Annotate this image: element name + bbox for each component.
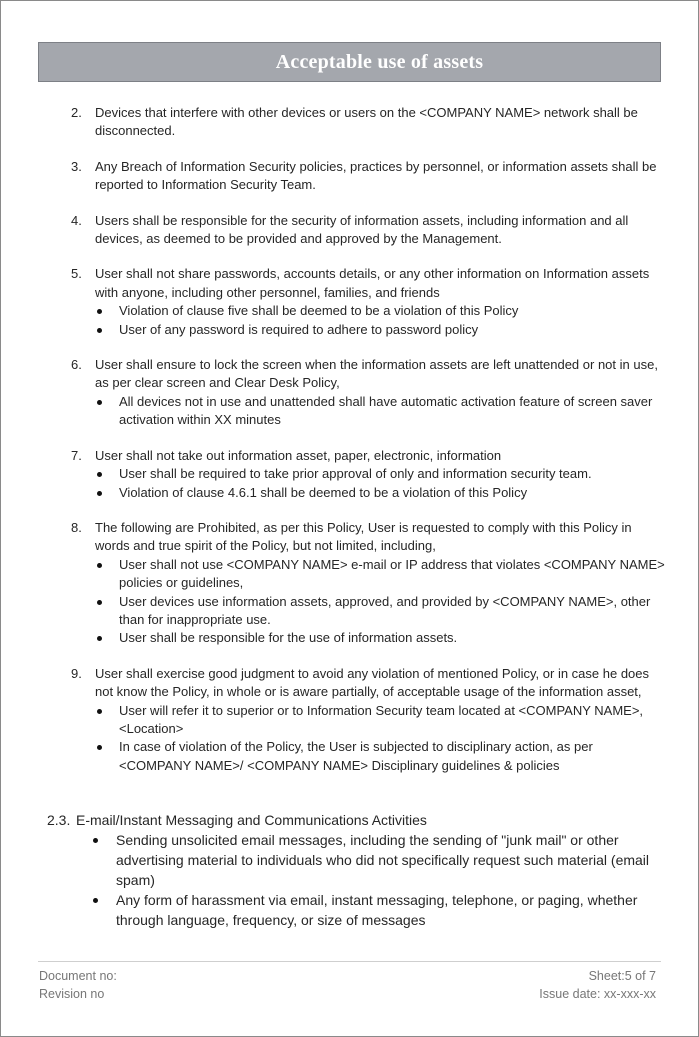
list-item-8: [65, 519, 667, 648]
item-text: User shall not take out information asset, paper, electronic, information: [95, 447, 502, 463]
list-item-5: [65, 265, 667, 339]
issue-date-label: Issue date:: [539, 987, 601, 1001]
sub-bullet-list: [95, 556, 667, 648]
item-text: The following are Prohibited, as per this Policy, User is requested to comply with this Policy in words and true spirit of the Policy, but not limited, including,: [95, 519, 632, 554]
list-item-4: [65, 212, 667, 249]
section-bullet-list: [47, 830, 667, 930]
page-title: Acceptable use of assets: [275, 50, 484, 73]
sub-bullet: User of any password is required to adhere to password policy: [95, 321, 667, 339]
sub-bullet-list: [95, 702, 667, 776]
sub-bullet: User devices use information assets, approved, and provided by <COMPANY NAME>, other than for inappropriate use.: [95, 593, 667, 630]
sub-bullet: Violation of clause five shall be deemed to be a violation of this Policy: [95, 302, 667, 320]
sub-bullet-list: [95, 465, 667, 502]
footer-divider: [38, 961, 661, 962]
item-text: User shall not share passwords, accounts details, or any other information on Information assets with anyone, including other personnel, families, and friends: [95, 266, 650, 300]
item-number: 8.: [71, 519, 82, 535]
sheet-label: Sheet:: [588, 969, 625, 983]
list-item-6: [65, 356, 667, 430]
item-number: 3.: [71, 158, 82, 174]
issue-date-value: xx-xxx-xx: [603, 987, 656, 1001]
sub-bullet: All devices not in use and unattended shall have automatic activation feature of screen saver activation within XX minutes: [95, 393, 667, 430]
sub-bullet: User will refer it to superior or to Information Security team located at <COMPANY NAME>, <Location>: [95, 702, 667, 739]
list-item-3: [65, 158, 667, 195]
policy-list: [65, 104, 667, 792]
section-2-3: [47, 810, 667, 930]
section-title: E-mail/Instant Messaging and Communications Activities: [76, 812, 427, 828]
item-text: Any Breach of Information Security policies, practices by personnel, or information assets shall be reported to Information Security Team.: [95, 158, 657, 193]
item-number: 4.: [71, 212, 82, 228]
sub-bullet: User shall be required to take prior approval of only and information security team.: [95, 465, 667, 483]
sheet-value: 5 of 7: [624, 969, 656, 983]
sheet-info: [589, 967, 656, 985]
list-item-9: [65, 665, 667, 775]
item-number: 5.: [71, 266, 82, 282]
item-number: 2.: [71, 105, 82, 120]
item-text: Devices that interfere with other devices or users on the <COMPANY NAME> network shall be disconnected.: [95, 105, 638, 139]
revision-label: Revision no: [39, 987, 105, 1001]
section-bullet: Sending unsolicited email messages, including the sending of "junk mail" or other advertising material to individuals who did not specifically request such material (email spam): [47, 830, 667, 890]
sub-bullet-list: [95, 302, 667, 339]
section-heading: [47, 810, 667, 830]
item-text: Users shall be responsible for the security of information assets, including information and all devices, as deemed to be provided and approved by the Management.: [95, 212, 629, 247]
item-number: 6.: [71, 357, 82, 373]
document-no-label: Document no:: [39, 969, 117, 983]
item-text: User shall ensure to lock the screen when the information assets are left unattended or not in use, as per clear screen and Clear Desk Policy,: [95, 357, 658, 391]
item-number: 9.: [71, 665, 82, 681]
item-number: 7.: [71, 447, 82, 463]
title-bar: [38, 42, 661, 82]
sub-bullet: User shall not use <COMPANY NAME> e-mail or IP address that violates <COMPANY NAME> policies or guidelines,: [95, 556, 667, 593]
item-text: User shall exercise good judgment to avoid any violation of mentioned Policy, or in case he does not know the Policy, in whole or is aware partially, of acceptable usage of the information asset,: [95, 665, 650, 700]
section-number: 2.3.: [47, 812, 71, 828]
section-bullet: Any form of harassment via email, instant messaging, telephone, or paging, whether through language, frequency, or size of messages: [47, 890, 667, 930]
page-footer: [39, 967, 656, 1003]
issue-date-info: [539, 985, 656, 1003]
sub-bullet: User shall be responsible for the use of information assets.: [95, 629, 667, 647]
list-item-2: [65, 104, 667, 141]
sub-bullet: Violation of clause 4.6.1 shall be deemed to be a violation of this Policy: [95, 484, 667, 502]
sub-bullet: In case of violation of the Policy, the User is subjected to disciplinary action, as per <COMPANY NAME>/ <COMPANY NAME> Disciplinary guidelines & policies: [95, 738, 667, 775]
list-item-7: [65, 447, 667, 502]
sub-bullet-list: [95, 393, 667, 430]
